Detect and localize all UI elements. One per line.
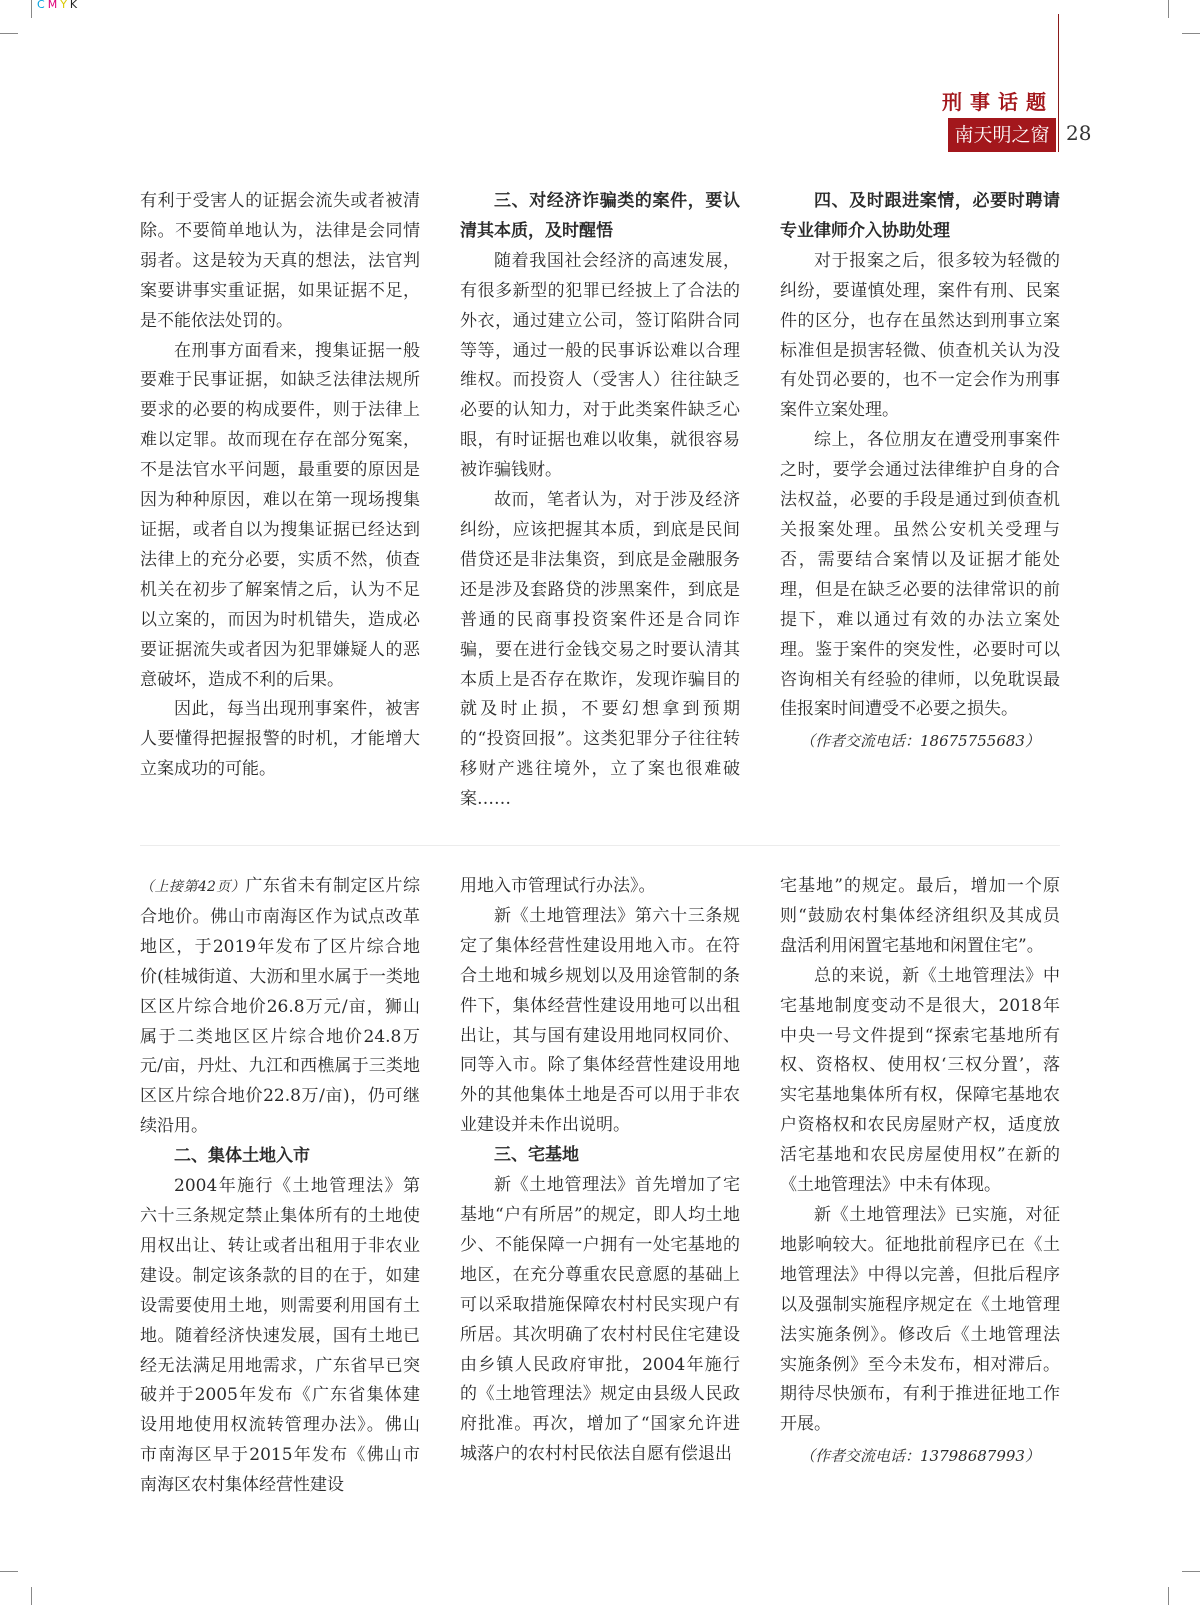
paragraph: 故而，笔者认为，对于涉及经济纠纷，应该把握其本质，到底是民间借贷还是非法集资，到底是金融服务还是涉及套路贷的涉黑案件，到底是普通的民商事投资案件还是合同诈骗，要在进行金钱交易之时要认清其本质上是否存在欺诈，发现诈骗目的就及时止损，不要幻想拿到预期的“投资回报”。这类犯罪分子往往转移财产逃往境外，立了案也很难破案…… [460,490,740,810]
column-name-badge: 南天明之窗 [948,118,1056,152]
crop-mark [0,1571,18,1572]
section-heading: 三、对经济诈骗类的案件，要认清其本质，及时醒悟 [460,191,740,241]
crop-mark [1182,33,1200,34]
cmyk-m: M [47,0,61,11]
section-heading: 四、及时跟进案情，必要时聘请专业律师介入协助处理 [780,191,1060,241]
paragraph: 在刑事方面看来，搜集证据一般要难于民事证据，如缺乏法律法规所要求的必要的构成要件，则于法律上难以定罪。故而现在存在部分冤案，不是法官水平问题，最重要的原因是因为种种原因，难以在第一现场搜集证据，或者自以为搜集证据已经达到法律上的充分必要，实质不然，侦查机关在初步了解案情之后，认为不足以立案的，而因为时机错失，造成必要证据流失或者因为犯罪嫌疑人的恶意破坏，造成不利的后果。 [140,340,420,690]
author-contact: （作者交流电话：13798687993） [800,1447,1040,1466]
paragraph [140,872,420,1142]
cmyk-k: K [69,0,81,11]
paragraph: 有利于受害人的证据会流失或者被清除。不要简单地认为，法律是会同情弱者。这是较为天真的想法，法官判案要讲事实重证据，如果证据不足，是不能依法处罚的。 [140,191,420,331]
paragraph: 对于报案之后，很多较为轻微的纠纷，要谨慎处理，案件有刑、民案件的区分，也存在虽然达到刑事立案标准但是损害轻微、侦查机关认为没有处罚必要的，也不一定会作为刑事案件立案处理。 [780,250,1060,421]
paragraph: 随着我国社会经济的高速发展，有很多新型的犯罪已经披上了合法的外衣，通过建立公司，签订陷阱合同等等，通过一般的民事诉讼难以合理维权。而投资人（受害人）往往缺乏必要的认知力，对于此类案件缺乏心眼，有时证据也难以收集，就很容易被诈骗钱财。 [460,250,740,481]
paragraph: 宅基地”的规定。最后，增加一个原则“鼓励农村集体经济组织及其成员盘活利用闲置宅基地和闲置住宅”。 [780,876,1060,956]
paragraph: 新《土地管理法》已实施，对征地影响较大。征地批前程序已在《土地管理法》中得以完善，但批后程序以及强制实施程序规定在《土地管理法实施条例》。修改后《土地管理法实施条例》至今未发布，相对滞后。期待尽快颁布，有利于推进征地工作开展。 [780,1204,1060,1435]
section-heading: 三、宅基地 [494,1145,579,1166]
crop-mark [1168,1587,1169,1605]
section-heading: 二、集体土地入市 [174,1146,310,1167]
paragraph: 2004年施行《土地管理法》第六十三条规定禁止集体所有的土地使用权出让、转让或者出租用于非农业建设。制定该条款的目的在于，如建设需要使用土地，则需要利用国有土地。随着经济快速发展，国有土地已经无法满足用地需求，广东省早已突破并于2005年发布《广东省集体建设用地使用权流转管理办法》。佛山市南海区早于2015年发布《佛山市南海区农村集体经营性建设 [140,1176,420,1496]
cmyk-color-bar [37,0,80,11]
crop-mark [0,33,18,34]
bottom-column-2 [460,872,740,1470]
top-column-2 [460,187,740,815]
paragraph: 新《土地管理法》首先增加了宅基地“户有所居”的规定，即人均土地少、不能保障一户拥有一处宅基地的地区，在充分尊重农民意愿的基础上可以采取措施保障农村村民实现户有所居。其次明确了农村村民住宅建设由乡镇人民政府审批，2004年施行的《土地管理法》规定由县级人民政府批准。再次，增加了“国家允许进城落户的农村村民依法自愿有偿退出 [460,1175,740,1465]
paragraph-text: 广东省未有制定区片综合地价。佛山市南海区作为试点改革地区，于2019年发布了区片综合地价(桂城街道、大沥和里水属于一类地区区片综合地价26.8万元/亩，狮山属于二类地区区片综合地价24.8万元/亩，丹灶、九江和西樵属于三类地区区片综合地价22.8万/亩)，仍可继续沿用。 [140,876,420,1137]
page-number: 28 [1066,121,1092,145]
paragraph: 因此，每当出现刑事案件，被害人要懂得把握报警的时机，才能增大立案成功的可能。 [140,699,420,780]
header-rule [1058,14,1059,152]
top-column-3 [780,187,1060,757]
continued-from-note: （上接第42页） [140,879,246,895]
cmyk-c: C [37,0,48,11]
bottom-column-3 [780,872,1060,1472]
cmyk-y: Y [60,0,70,11]
author-contact: （作者交流电话：18675755683） [800,732,1040,751]
crop-mark [1168,0,1169,18]
paragraph: 新《土地管理法》第六十三条规定了集体经营性建设用地入市。在符合土地和城乡规划以及用途管制的条件下，集体经营性建设用地可以出租出让，其与国有建设用地同权同价、同等入市。除了集体经营性建设用地外的其他集体土地是否可以用于非农业建设并未作出说明。 [460,905,740,1136]
crop-mark [31,0,32,18]
paragraph: 总的来说，新《土地管理法》中宅基地制度变动不是很大，2018年中央一号文件提到“探索宅基地所有权、资格权、使用权‘三权分置’，落实宅基地集体所有权，保障宅基地农户资格权和农民房屋财产权，适度放活宅基地和农民房屋使用权”在新的《土地管理法》中未有体现。 [780,965,1060,1196]
article-divider [140,845,1060,846]
top-column-1 [140,187,420,785]
paragraph: 用地入市管理试行办法》。 [460,876,656,896]
crop-mark [1182,1571,1200,1572]
paragraph: 综上，各位朋友在遭受刑事案件之时，要学会通过法律维护自身的合法权益，必要的手段是通过到侦查机关报案处理。虽然公安机关受理与否，需要结合案情以及证据才能处理，但是在缺乏必要的法律常识的前提下，难以通过有效的办法立案处理。鉴于案件的突发性，必要时可以咨询相关有经验的律师，以免耽误最佳报案时间遭受不必要之损失。 [780,430,1060,720]
bottom-column-1 [140,872,420,1501]
section-title: 刑事话题 [942,90,1054,114]
crop-mark [31,1587,32,1605]
